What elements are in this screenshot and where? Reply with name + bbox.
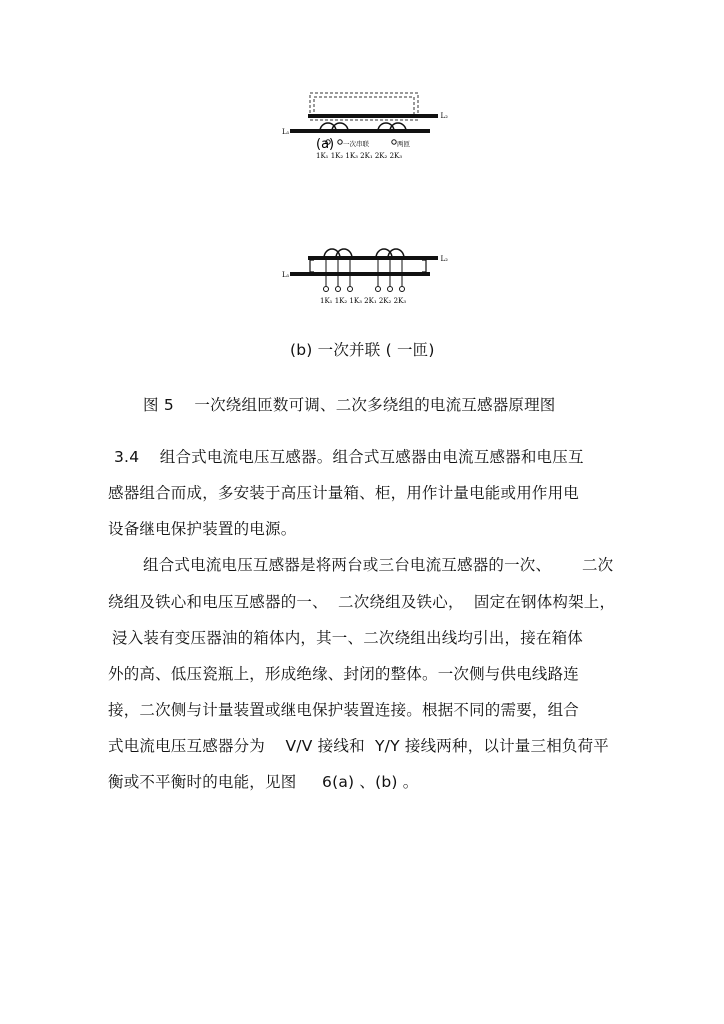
line-l1-bar	[290, 272, 430, 276]
paragraph-2-line-7: 衡或不平衡时的电能，见图 6(a) 、(b) 。	[108, 773, 419, 791]
figure-title: 图 5 一次绕组匝数可调、二次多绕组的电流互感器原理图	[143, 396, 556, 414]
label-l1: L₁	[282, 128, 290, 136]
parallel-jumpers	[310, 260, 426, 272]
terminal-labels: 1K₁ 1K₂ 1K₃ 2K₁ 2K₂ 2K₃	[320, 297, 407, 305]
label-l2: L₂	[440, 255, 448, 263]
paragraph-1-line-1: 3.4 组合式电流电压互感器。组合式互感器由电流互感器和电压互	[114, 448, 584, 466]
terminal-labels: 1K₁ 1K₂ 1K₃ 2K₁ 2K₂ 2K₃	[316, 152, 403, 160]
paragraph-2-line-2: 绕组及铁心和电压互感器的一、 二次绕组及铁心， 固定在钢体构架上，	[108, 593, 616, 611]
paragraph-1-line-3: 设备继电保护装置的电源。	[108, 520, 297, 538]
label-l1: L₁	[282, 271, 290, 279]
paragraph-2-line-6: 式电流电压互感器分为 V/V 接线和 Y/Y 接线两种，以计量三相负荷平	[108, 737, 610, 755]
note-two-turns: 两匝	[397, 140, 410, 148]
paragraph-2-line-5: 接，二次侧与计量装置或继电保护装置连接。根据不同的需要，组合	[108, 701, 580, 719]
figure-a	[280, 88, 450, 168]
line-l1-bar	[290, 129, 430, 133]
paragraph-2-line-1: 组合式电流电压互感器是将两台或三台电流互感器的一次、 二次	[143, 556, 614, 574]
figure-b-caption: (b) 一次并联 ( 一匝)	[290, 341, 435, 359]
label-l2: L₂	[440, 112, 448, 120]
paragraph-2-line-3: 浸入装有变压器油的箱体内，其一、二次绕组出线均引出，接在箱体	[112, 629, 584, 647]
paragraph-1-line-2: 感器组合而成，多安装于高压计量箱、柜，用作计量电能或用作用电	[108, 484, 580, 502]
line-l2-bar	[308, 114, 438, 118]
note-series: 一次串联	[343, 140, 369, 148]
paragraph-2-line-4: 外的高、低压瓷瓶上，形成绝缘、封闭的整体。一次侧与供电线路连	[108, 665, 580, 683]
line-l2-bar	[308, 256, 438, 260]
tag-a: (a)	[316, 137, 335, 152]
figure-b	[280, 242, 450, 308]
